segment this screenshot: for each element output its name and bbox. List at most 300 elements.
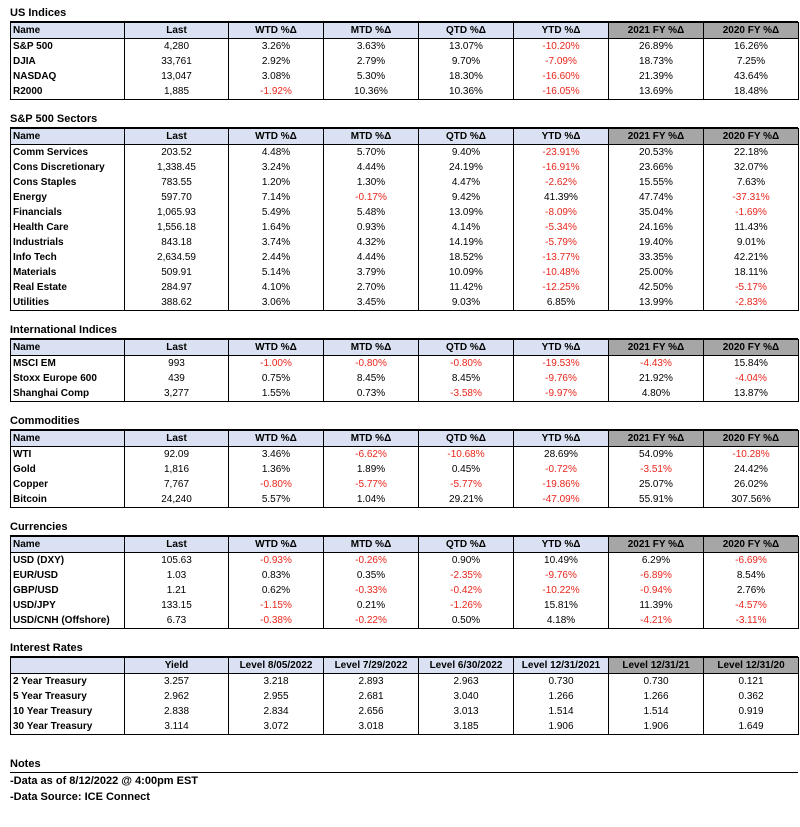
table-cell: -4.21% [609,613,704,629]
table-cell: 13.09% [419,205,514,220]
table-cell: 18.30% [419,69,514,84]
table-cell: 1.906 [609,719,704,735]
table-cell: 284.97 [125,280,229,295]
column-header: YTD %Δ [514,23,609,39]
table-cell: 0.90% [419,553,514,569]
table-cell: 7,767 [125,477,229,492]
table-cell: -2.62% [514,175,609,190]
table-cell: 1.649 [704,719,799,735]
table-cell: 4.18% [514,613,609,629]
row-label: Comm Services [11,145,125,161]
table-cell: 2,634.59 [125,250,229,265]
table-cell: -0.94% [609,583,704,598]
table-cell: -6.69% [704,553,799,569]
table-cell: 3.257 [125,674,229,690]
table-cell: 4.80% [609,386,704,402]
table-cell: 2.834 [229,704,324,719]
table-cell: 2.656 [324,704,419,719]
table-cell: 0.362 [704,689,799,704]
table-cell: 3.45% [324,295,419,311]
table-cell: 2.838 [125,704,229,719]
table-row [11,235,799,250]
row-label: Real Estate [11,280,125,295]
table-cell: -10.22% [514,583,609,598]
table-cell: 6.29% [609,553,704,569]
column-header: Name [11,340,125,356]
row-label: Bitcoin [11,492,125,508]
column-header: WTD %Δ [229,23,324,39]
column-header: 2021 FY %Δ [609,537,704,553]
column-header: Last [125,340,229,356]
column-header: Level 12/31/20 [704,658,799,674]
table-row [11,190,799,205]
section-s-p-500-sectors [10,112,798,311]
section-commodities [10,414,798,508]
table-cell: 3.185 [419,719,514,735]
table-cell: -5.34% [514,220,609,235]
row-label: USD (DXY) [11,553,125,569]
table-cell: -0.38% [229,613,324,629]
table-cell: -23.91% [514,145,609,161]
table-cell: 2.79% [324,54,419,69]
table-cell: -9.76% [514,371,609,386]
table-cell: -0.72% [514,462,609,477]
row-label: WTI [11,447,125,463]
table-cell: 1,065.93 [125,205,229,220]
column-header: YTD %Δ [514,340,609,356]
column-header: YTD %Δ [514,537,609,553]
section-title: US Indices [10,6,798,22]
row-label: R2000 [11,84,125,100]
header-row [11,431,799,447]
table-row [11,39,799,55]
table-cell: 11.42% [419,280,514,295]
table-cell: 9.42% [419,190,514,205]
table-cell: 9.01% [704,235,799,250]
table-cell: -13.77% [514,250,609,265]
table-cell: -6.62% [324,447,419,463]
table-cell: -4.57% [704,598,799,613]
table-row [11,568,799,583]
row-label: Info Tech [11,250,125,265]
table-cell: -1.26% [419,598,514,613]
table-cell: 10.36% [419,84,514,100]
table-cell: -19.86% [514,477,609,492]
table-cell: 1.55% [229,386,324,402]
row-label: 2 Year Treasury [11,674,125,690]
table-cell: 7.25% [704,54,799,69]
table-cell: -0.17% [324,190,419,205]
table-cell: 1.64% [229,220,324,235]
table-cell: -1.15% [229,598,324,613]
row-label: 30 Year Treasury [11,719,125,735]
table-cell: -0.26% [324,553,419,569]
table-cell: -10.48% [514,265,609,280]
table-cell: 8.54% [704,568,799,583]
table-cell: 32.07% [704,160,799,175]
table-cell: -16.05% [514,84,609,100]
table-cell: -8.09% [514,205,609,220]
row-label: Materials [11,265,125,280]
table-cell: 35.04% [609,205,704,220]
market-data-report [10,0,798,805]
table-cell: -1.92% [229,84,324,100]
column-header: Level 7/29/2022 [324,658,419,674]
column-header: WTD %Δ [229,431,324,447]
table-cell: 24,240 [125,492,229,508]
table-cell: 9.03% [419,295,514,311]
table-cell: 1.36% [229,462,324,477]
table-cell: -0.80% [324,356,419,372]
table-cell: 0.50% [419,613,514,629]
table-cell: 11.39% [609,598,704,613]
data-table [10,657,799,735]
table-row [11,553,799,569]
table-cell: 24.16% [609,220,704,235]
column-header: 2020 FY %Δ [704,340,799,356]
table-cell: 0.919 [704,704,799,719]
column-header: Name [11,537,125,553]
table-cell: 388.62 [125,295,229,311]
table-cell: -5.77% [324,477,419,492]
table-cell: 7.63% [704,175,799,190]
section-title: Interest Rates [10,641,798,657]
table-cell: -0.22% [324,613,419,629]
table-cell: 13.99% [609,295,704,311]
column-header: WTD %Δ [229,129,324,145]
column-header: MTD %Δ [324,23,419,39]
row-label: EUR/USD [11,568,125,583]
table-row [11,84,799,100]
table-cell: 25.00% [609,265,704,280]
table-cell: 16.26% [704,39,799,55]
row-label: 5 Year Treasury [11,689,125,704]
table-cell: 105.63 [125,553,229,569]
row-label: USD/JPY [11,598,125,613]
section-interest-rates [10,641,798,735]
table-cell: 3.08% [229,69,324,84]
column-header: Last [125,129,229,145]
table-cell: 1.04% [324,492,419,508]
table-cell: 3.06% [229,295,324,311]
row-label: DJIA [11,54,125,69]
table-row [11,674,799,690]
column-header: Name [11,23,125,39]
note-line-source: -Data Source: ICE Connect [10,791,150,803]
table-cell: 26.89% [609,39,704,55]
table-cell: -3.58% [419,386,514,402]
column-header: QTD %Δ [419,431,514,447]
table-cell: -16.91% [514,160,609,175]
row-label: Cons Staples [11,175,125,190]
section-title: International Indices [10,323,798,339]
section-international-indices [10,323,798,402]
row-label: Energy [11,190,125,205]
table-cell: 3,277 [125,386,229,402]
table-row [11,371,799,386]
table-cell: -5.17% [704,280,799,295]
table-cell: 1.30% [324,175,419,190]
table-cell: 1.266 [514,689,609,704]
row-label: MSCI EM [11,356,125,372]
table-cell: -10.20% [514,39,609,55]
table-cell: 13,047 [125,69,229,84]
table-cell: 55.91% [609,492,704,508]
table-cell: 20.53% [609,145,704,161]
table-cell: 307.56% [704,492,799,508]
table-cell: 3.114 [125,719,229,735]
table-cell: 10.09% [419,265,514,280]
table-row [11,280,799,295]
data-table [10,128,799,311]
section-us-indices [10,6,798,100]
table-cell: 0.73% [324,386,419,402]
table-cell: -9.76% [514,568,609,583]
column-header: 2020 FY %Δ [704,431,799,447]
table-cell: 1.514 [514,704,609,719]
table-cell: 1.03 [125,568,229,583]
row-label: Gold [11,462,125,477]
table-cell: 2.92% [229,54,324,69]
table-cell: 24.19% [419,160,514,175]
table-cell: 0.83% [229,568,324,583]
table-cell: 43.64% [704,69,799,84]
column-header: 2021 FY %Δ [609,23,704,39]
table-cell: 14.19% [419,235,514,250]
column-header: Level 12/31/21 [609,658,704,674]
table-row [11,295,799,311]
table-cell: -7.09% [514,54,609,69]
table-cell: 4.47% [419,175,514,190]
table-cell: -0.33% [324,583,419,598]
column-header: MTD %Δ [324,431,419,447]
row-label: GBP/USD [11,583,125,598]
table-cell: 24.42% [704,462,799,477]
table-cell: -3.51% [609,462,704,477]
column-header: MTD %Δ [324,129,419,145]
table-cell: 0.45% [419,462,514,477]
table-row [11,704,799,719]
table-cell: 18.11% [704,265,799,280]
table-cell: 1.906 [514,719,609,735]
table-cell: 5.49% [229,205,324,220]
table-cell: 4.44% [324,250,419,265]
table-cell: 5.14% [229,265,324,280]
table-cell: 203.52 [125,145,229,161]
table-cell: 13.69% [609,84,704,100]
table-row [11,719,799,735]
table-cell: 3.218 [229,674,324,690]
column-header: 2021 FY %Δ [609,431,704,447]
table-cell: -3.11% [704,613,799,629]
table-cell: 47.74% [609,190,704,205]
row-label: Shanghai Comp [11,386,125,402]
table-cell: 33,761 [125,54,229,69]
table-cell: 4.48% [229,145,324,161]
table-cell: 18.48% [704,84,799,100]
row-label: 10 Year Treasury [11,704,125,719]
table-cell: 4.10% [229,280,324,295]
table-cell: 21.39% [609,69,704,84]
column-header: 2021 FY %Δ [609,340,704,356]
column-header: YTD %Δ [514,129,609,145]
table-cell: 509.91 [125,265,229,280]
table-cell: 597.70 [125,190,229,205]
column-header: 2020 FY %Δ [704,23,799,39]
table-cell: 0.730 [514,674,609,690]
table-cell: -19.53% [514,356,609,372]
column-header: MTD %Δ [324,537,419,553]
table-cell: -9.97% [514,386,609,402]
table-cell: 5.70% [324,145,419,161]
table-cell: -16.60% [514,69,609,84]
table-cell: 1.266 [609,689,704,704]
table-cell: 3.63% [324,39,419,55]
table-cell: -0.42% [419,583,514,598]
table-cell: 1.89% [324,462,419,477]
row-label: Industrials [11,235,125,250]
table-cell: 29.21% [419,492,514,508]
section-title: S&P 500 Sectors [10,112,798,128]
table-cell: 33.35% [609,250,704,265]
table-cell: 15.55% [609,175,704,190]
data-table [10,22,799,100]
table-cell: 3.24% [229,160,324,175]
table-cell: -10.68% [419,447,514,463]
table-cell: 2.70% [324,280,419,295]
table-cell: 133.15 [125,598,229,613]
header-row [11,340,799,356]
table-cell: 2.962 [125,689,229,704]
column-header: Last [125,23,229,39]
column-header: Yield [125,658,229,674]
table-cell: 18.73% [609,54,704,69]
column-header: WTD %Δ [229,537,324,553]
column-header: WTD %Δ [229,340,324,356]
table-cell: 42.50% [609,280,704,295]
column-header: MTD %Δ [324,340,419,356]
row-label: NASDAQ [11,69,125,84]
table-cell: 23.66% [609,160,704,175]
table-cell: 3.013 [419,704,514,719]
table-cell: 3.072 [229,719,324,735]
table-cell: 2.963 [419,674,514,690]
table-cell: 439 [125,371,229,386]
row-label: Health Care [11,220,125,235]
table-cell: 0.35% [324,568,419,583]
note-line-date: -Data as of 8/12/2022 @ 4:00pm EST [10,775,199,787]
table-cell: 1.21 [125,583,229,598]
table-cell: 1.514 [609,704,704,719]
column-header: 2020 FY %Δ [704,129,799,145]
table-row [11,220,799,235]
table-cell: 0.121 [704,674,799,690]
table-cell: 1.20% [229,175,324,190]
table-cell: -2.83% [704,295,799,311]
table-cell: 18.52% [419,250,514,265]
table-cell: 7.14% [229,190,324,205]
table-row [11,175,799,190]
table-row [11,69,799,84]
table-cell: -5.79% [514,235,609,250]
table-cell: 9.70% [419,54,514,69]
column-header: Level 12/31/2021 [514,658,609,674]
table-cell: -1.69% [704,205,799,220]
table-row [11,598,799,613]
row-label: Stoxx Europe 600 [11,371,125,386]
table-cell: 1,885 [125,84,229,100]
row-label: Utilities [11,295,125,311]
table-cell: 0.62% [229,583,324,598]
table-cell: 3.040 [419,689,514,704]
table-row [11,477,799,492]
table-cell: 15.84% [704,356,799,372]
table-cell: 15.81% [514,598,609,613]
column-header: Last [125,537,229,553]
table-cell: 2.893 [324,674,419,690]
table-cell: 0.93% [324,220,419,235]
column-header: QTD %Δ [419,340,514,356]
table-cell: 13.87% [704,386,799,402]
column-header [11,658,125,674]
table-cell: 21.92% [609,371,704,386]
sections-container [10,6,798,735]
table-cell: -47.09% [514,492,609,508]
table-row [11,447,799,463]
column-header: 2020 FY %Δ [704,537,799,553]
table-cell: 54.09% [609,447,704,463]
column-header: QTD %Δ [419,537,514,553]
table-row [11,54,799,69]
table-cell: 3.46% [229,447,324,463]
table-cell: -5.77% [419,477,514,492]
table-cell: 3.26% [229,39,324,55]
table-cell: 4.14% [419,220,514,235]
section-title: Currencies [10,520,798,536]
table-cell: 0.730 [609,674,704,690]
data-table [10,339,799,402]
table-cell: 1,338.45 [125,160,229,175]
table-row [11,386,799,402]
table-cell: -0.93% [229,553,324,569]
row-label: Copper [11,477,125,492]
table-row [11,250,799,265]
table-cell: 2.955 [229,689,324,704]
notes-title: Notes [10,757,798,773]
table-cell: 5.48% [324,205,419,220]
column-header: Level 8/05/2022 [229,658,324,674]
table-cell: -2.35% [419,568,514,583]
table-cell: 8.45% [419,371,514,386]
table-cell: -12.25% [514,280,609,295]
table-cell: 42.21% [704,250,799,265]
table-cell: 843.18 [125,235,229,250]
table-cell: 4,280 [125,39,229,55]
table-row [11,462,799,477]
data-table [10,430,799,508]
header-row [11,537,799,553]
table-row [11,265,799,280]
table-cell: 4.44% [324,160,419,175]
column-header: Last [125,431,229,447]
column-header: QTD %Δ [419,23,514,39]
table-cell: -0.80% [419,356,514,372]
table-cell: 1,556.18 [125,220,229,235]
table-cell: 2.44% [229,250,324,265]
table-cell: 10.49% [514,553,609,569]
table-cell: -6.89% [609,568,704,583]
section-currencies [10,520,798,629]
